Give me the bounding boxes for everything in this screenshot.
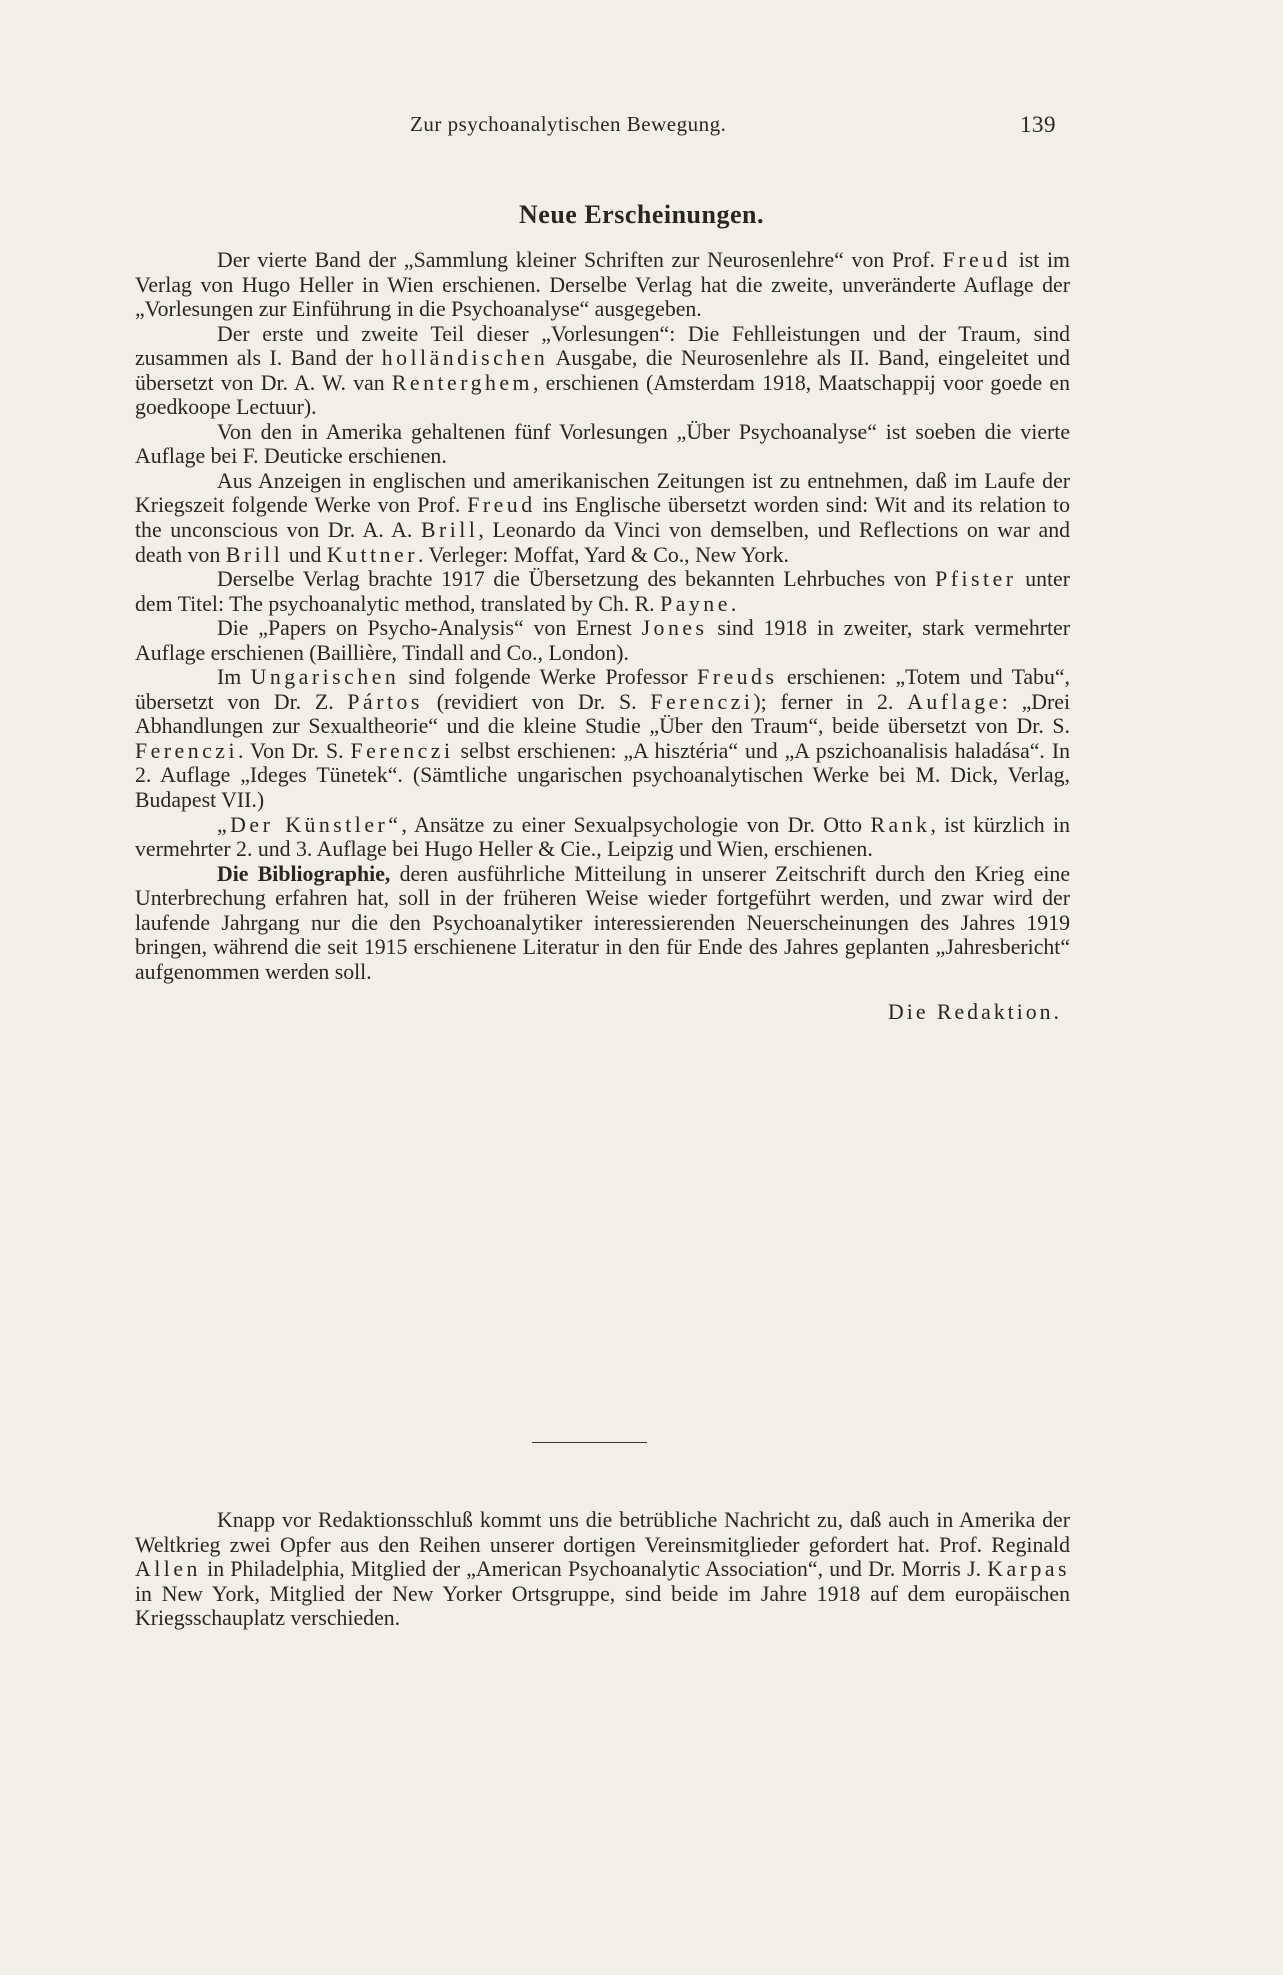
text-run: , Ansätze zu einer Sexualpsychologie von Dr. Otto: [401, 812, 863, 837]
text-run: Der erste und zweite Teil dieser „Vorlesungen“: Die Fehlleistungen und der Traum, sind zusammen als I. Band der: [135, 321, 1070, 371]
text-run: .: [730, 591, 737, 616]
paragraph-hungarian: [135, 665, 1070, 812]
name-rank: Rank: [870, 812, 931, 837]
name-freuds: Freuds: [697, 665, 778, 690]
text-run: unter dem Titel: The psychoanalytic method, translated by Ch. R.: [135, 567, 1070, 616]
text-run: Knapp vor Redaktionsschluß kommt uns die betrübliche Nachricht zu, daß auch in Amerika der Weltkrieg zwei Opfer aus den Reihen unserer dortigen Vereinsmitglieder gefordert hat. Prof. Reginald: [135, 1508, 1070, 1557]
text-run: . Von Dr. S.: [238, 738, 344, 763]
text-run: , ist kürzlich in vermehrter 2. und 3. Auflage bei Hugo Heller & Cie., Leipzig und Wien, erschienen.: [135, 812, 1070, 862]
text-run: und: [288, 542, 322, 567]
text-run: ist im Verlag von Hugo Heller in Wien erschienen. Derselbe Verlag hat die zweite, unveränderte Auflage der „Vorlesungen zur Einführung in die Psychoanalyse“ ausgegeben.: [135, 248, 1071, 322]
name-pfister: Pfister: [935, 567, 1017, 592]
paragraph-pfister: [135, 567, 1070, 616]
name-ferenczi: Ferenczi: [650, 689, 754, 714]
text-run: deren ausführliche Mitteilung in unserer Zeitschrift durch den Krieg eine Unterbrechung erfahren hat, soll in der früheren Weise wieder fortgeführt werden, und zwar wird der laufende Jahrgang nur die den Psychoanalytiker interessierenden Neuerscheinungen des Jahres 1919 bringen, während die seit 1915 erschienene Literatur in den für Ende des Jahres geplanten „Jahresbericht“ aufgenommen werden soll.: [135, 861, 1071, 984]
text-run: Im: [217, 665, 242, 690]
notice-text: [135, 1508, 1070, 1631]
text-run: sind 1918 in zweiter, stark vermehrter Auflage erschienen (Baillière, Tindall and Co., London).: [135, 616, 1070, 665]
text-run: Die „Papers on Psycho-Analysis“ von Ernest: [217, 616, 632, 641]
text-run: : „Drei Abhandlungen zur Sexualtheorie“ und die kleine Studie „Über den Traum“, beide übersetzt von Dr. S.: [135, 689, 1071, 739]
title-der-kuenstler: „Der Künstler“: [217, 812, 402, 837]
emph-bibliographie: Die Bibliographie,: [217, 861, 391, 886]
text-run: , erschienen (Amsterdam 1918, Maatschappij voor goede en goedkoope Lectuur).: [135, 370, 1070, 420]
text-run: selbst erschienen: „A hisztéria“ und „A pszichoanalisis haladása“. In 2. Auflage „Ideges Tünetek“. (Sämtliche ungarischen psychoanalytischen Werke bei M. Dick, Verlag, Budapest VII.): [135, 738, 1070, 813]
name-allen: Allen: [135, 1557, 201, 1582]
paragraph-jones: [135, 616, 1070, 665]
text-run: , Leonardo da Vinci von demselben, und Reflections on war and death von: [135, 518, 1070, 567]
running-title: Zur psychoanalytischen Bewegung.: [410, 112, 727, 136]
text-run: Von den in Amerika gehaltenen fünf Vorlesungen „Über Psychoanalyse“ ist soeben die vierte Auflage bei F. Deuticke erschienen.: [135, 419, 1070, 469]
paragraph-dutch-edition: [135, 322, 1070, 420]
paragraph-amerika-vorlesungen: [135, 420, 1070, 469]
paragraph-english-translations: [135, 469, 1070, 567]
text-run: (revidiert von Dr. S.: [436, 689, 637, 714]
text-run: Der vierte Band der „Sammlung kleiner Schriften zur Neurosenlehre“ von Prof.: [217, 248, 935, 272]
divider: [532, 1442, 647, 1443]
paragraph-kuenstler: [135, 813, 1070, 862]
body-text: [135, 248, 1070, 1025]
name-jones: Jones: [641, 616, 708, 641]
name-renterghem: Renterghem: [391, 370, 534, 395]
text-run: in Philadelphia, Mitglied der „American Psychoanalytic Association“, und Dr. Morris J.: [207, 1557, 982, 1582]
emph-hollaendischen: holländischen: [381, 346, 549, 371]
text-run: sind folgende Werke Professor: [408, 665, 688, 690]
paragraph-obituary: [135, 1508, 1070, 1631]
emph-ungarischen: Ungarischen: [250, 665, 400, 690]
text-run: ); ferner in 2.: [753, 689, 894, 714]
name-freud: Freud: [942, 248, 1011, 272]
name-brill: Brill: [225, 542, 284, 567]
paragraph-bibliographie: [135, 862, 1070, 985]
name-payne: Payne: [660, 591, 731, 616]
name-karpas: Karpas: [987, 1557, 1070, 1582]
paragraph-sammlung: [135, 248, 1070, 322]
text-run: Aus Anzeigen in englischen und amerikanischen Zeitungen ist zu entnehmen, daß im Laufe der Kriegszeit folgende Werke von Prof.: [135, 468, 1070, 518]
page-number: 139: [1020, 112, 1056, 137]
name-brill: Brill: [420, 518, 479, 543]
name-partos: Pártos: [347, 689, 423, 714]
name-ferenczi: Ferenczi: [135, 738, 239, 763]
text-run: ins Englische übersetzt worden sind: Wit and its relation to the unconscious von Dr. A. A.: [135, 493, 1071, 543]
section-title: Neue Erscheinungen.: [519, 200, 764, 229]
text-run: erschienen: „Totem und Tabu“, übersetzt von Dr. Z.: [135, 665, 1070, 714]
signature: Die Redaktion.: [888, 1000, 1062, 1025]
name-freud: Freud: [467, 493, 536, 518]
text-run: Ausgabe, die Neurosenlehre als II. Band, eingeleitet und übersetzt von Dr. A. W. van: [135, 346, 1070, 395]
emph-auflage: Auflage: [907, 689, 1002, 714]
name-kuttner: Kuttner: [326, 542, 418, 567]
text-run: in New York, Mitglied der New Yorker Ortsgruppe, sind beide im Jahre 1918 auf dem europäischen Kriegsschauplatz verschieden.: [135, 1581, 1070, 1631]
text-run: . Verleger: Moffat, Yard & Co., New York.: [417, 542, 789, 567]
name-ferenczi: Ferenczi: [350, 738, 454, 763]
text-run: Derselbe Verlag brachte 1917 die Übersetzung des bekannten Lehrbuches von: [217, 567, 927, 592]
